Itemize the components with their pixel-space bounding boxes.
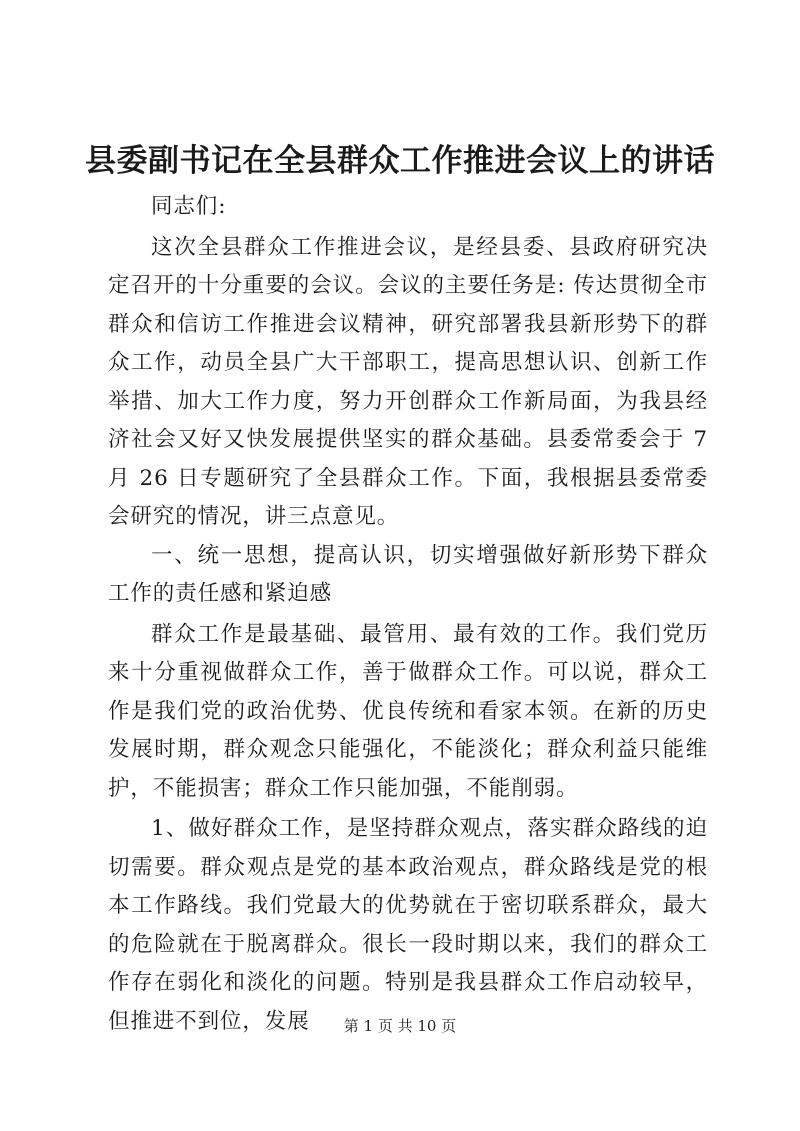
paragraph-intro: 这次全县群众工作推进会议，是经县委、县政府研究决定召开的十分重要的会议。会议的主要任务是: 传达贯彻全市群众和信访工作推进会议精神，研究部署我县新形势下的群众工作，动员全县广大干部职工，提高思想认识、创新工作举措、加大工作力度，努力开创群众工作新局面，为我县经济社会又好又快发展提供坚实的群众基础。县委常委会于 7 月 26 日专题研究了全县群众工作。下面，我根据县委常委会研究的情况，讲三点意见。 bbox=[108, 234, 708, 529]
section-heading-1: 一、统一思想，提高认识，切实增强做好新形势下群众工作的责任感和紧迫感 bbox=[108, 542, 708, 606]
document-body bbox=[108, 188, 708, 1041]
salutation: 同志们: bbox=[151, 194, 227, 219]
page-number: 第 1 页 共 10 页 bbox=[343, 1017, 457, 1035]
paragraph-point-1: 1、做好群众工作，是坚持群众观点，落实群众路线的迫切需要。群众观点是党的基本政治观点，群众路线是党的根本工作路线。我们党最大的优势就在于密切联系群众，最大的危险就在于脱离群众。很长一段时期以来，我们的群众工作存在弱化和淡化的问题。特别是我县群众工作启动较早，但推进不到位，发展 bbox=[108, 816, 708, 1034]
paragraph-mass-work: 群众工作是最基础、最管用、最有效的工作。我们党历来十分重视做群众工作，善于做群众工作。可以说，群众工作是我们党的政治优势、优良传统和看家本领。在新的历史发展时期，群众观念只能强化，不能淡化；群众利益只能维护，不能损害；群众工作只能加强，不能削弱。 bbox=[108, 621, 708, 801]
document-title: 县委副书记在全县群众工作推进会议上的讲话 bbox=[85, 143, 715, 179]
